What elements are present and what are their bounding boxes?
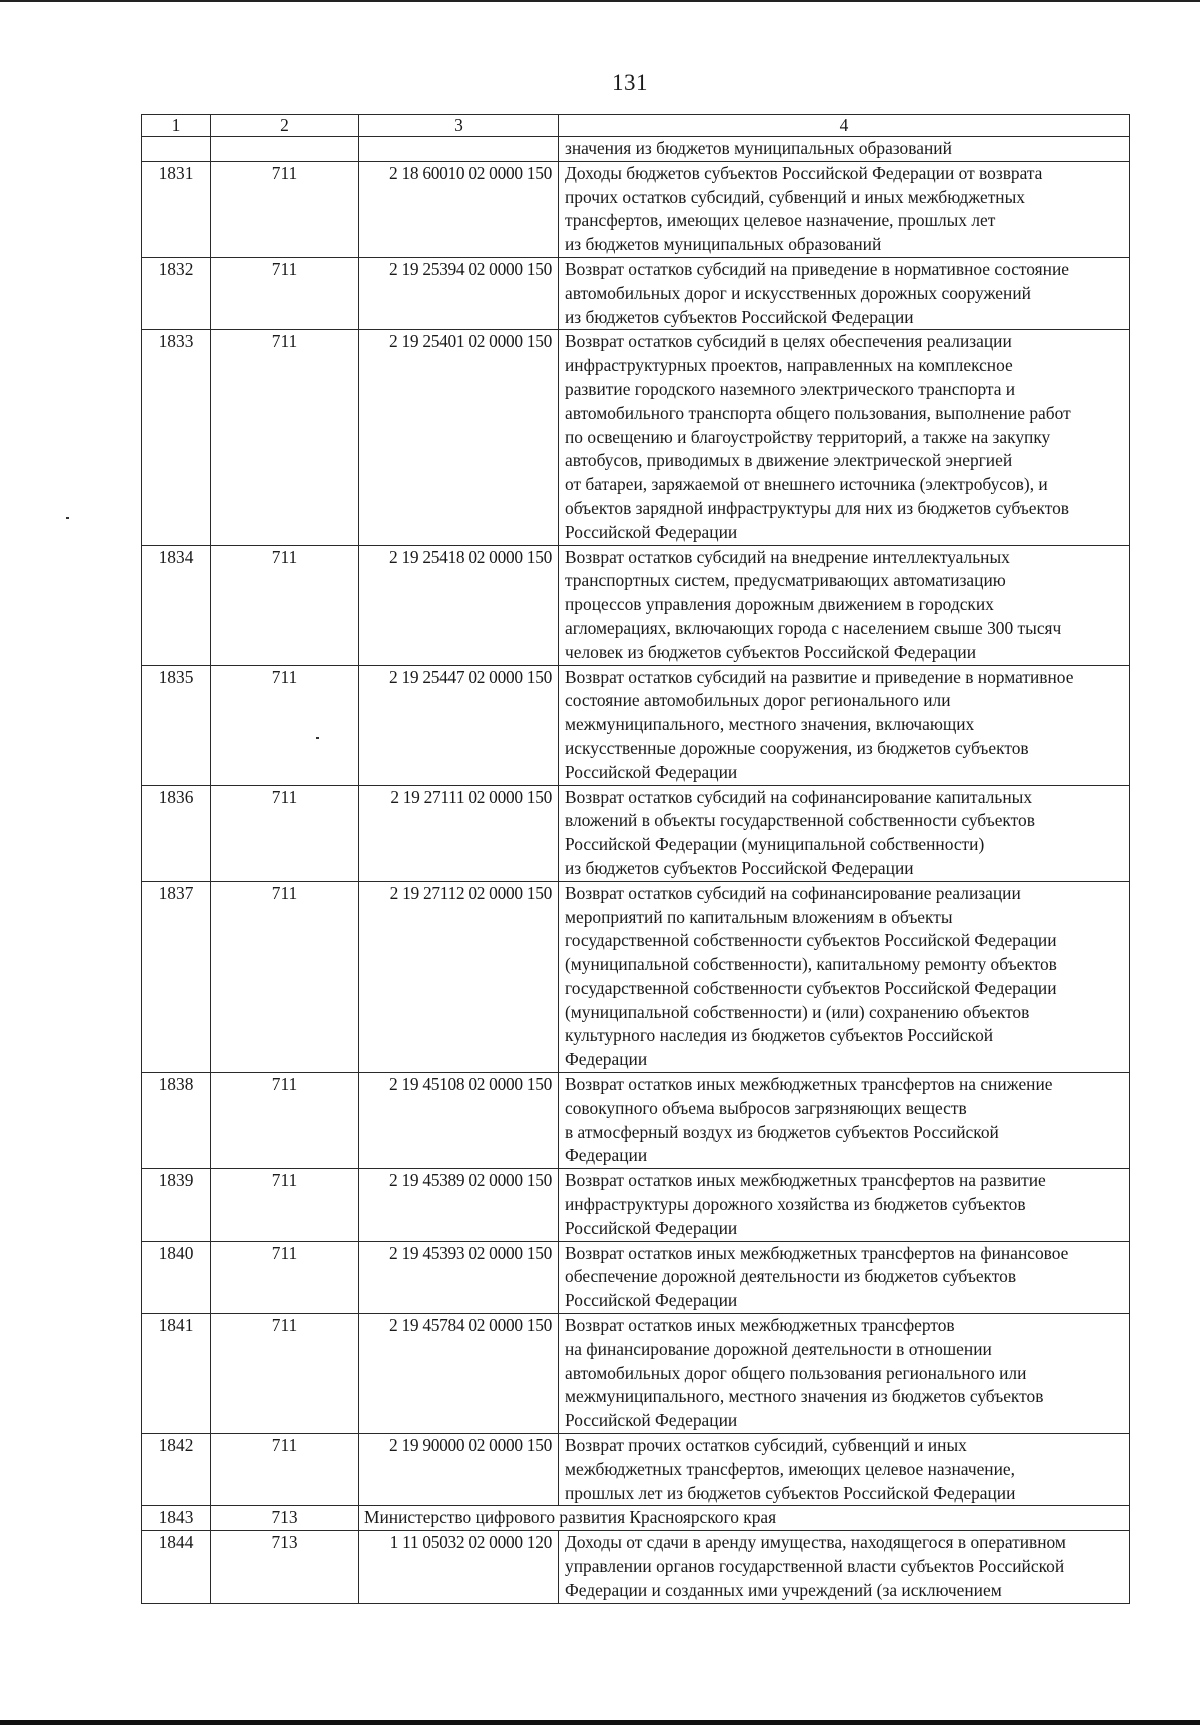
budget-classification-code-cell: 2 19 27111 02 0000 150 bbox=[359, 785, 559, 881]
admin-code-cell bbox=[211, 137, 359, 162]
budget-classification-code-cell: 2 19 25447 02 0000 150 bbox=[359, 665, 559, 785]
budget-classification-code-cell: 1 11 05032 02 0000 120 bbox=[359, 1531, 559, 1603]
admin-code-cell: 711 bbox=[211, 1169, 359, 1241]
revenue-description-cell: Возврат остатков субсидий на внедрение интеллектуальных транспортных систем, предусматривающих автоматизацию процессов управления дорожным движением в городских агломерациях, включающих города с населением свыше 300 тысяч человек из бюджетов субъектов Российской Федерации bbox=[559, 545, 1130, 665]
revenue-description-cell: Возврат остатков иных межбюджетных трансфертов на развитие инфраструктуры дорожного хозяйства из бюджетов субъектов Российской Федерации bbox=[559, 1169, 1130, 1241]
row-number-cell: 1844 bbox=[142, 1531, 211, 1603]
revenue-description-cell: Доходы от сдачи в аренду имущества, находящегося в оперативном управлении органов государственной власти субъектов Российской Федерации и созданных ими учреждений (за исключением bbox=[559, 1531, 1130, 1603]
table-row bbox=[142, 1169, 1130, 1241]
admin-code-cell: 711 bbox=[211, 1241, 359, 1313]
budget-classification-code-cell: 2 19 45784 02 0000 150 bbox=[359, 1314, 559, 1434]
table-row bbox=[142, 665, 1130, 785]
admin-code-cell: 713 bbox=[211, 1531, 359, 1603]
column-header-1: 1 bbox=[142, 115, 211, 137]
budget-classification-code-cell: 2 18 60010 02 0000 150 bbox=[359, 161, 559, 257]
table-row bbox=[142, 1241, 1130, 1313]
revenue-description-cell: Возврат остатков субсидий на софинансирование реализации мероприятий по капитальным вложениям в объекты государственной собственности субъектов Российской Федерации (муниципальной собственности), капитальному ремонту объектов государственной собственности субъектов Российской Федерации (муниципальной собственности) и (или) сохранению объектов культурного наследия из бюджетов субъектов Российской Федерации bbox=[559, 881, 1130, 1072]
table-row bbox=[142, 1434, 1130, 1506]
admin-code-cell: 713 bbox=[211, 1506, 359, 1531]
revenue-description-cell: Возврат остатков субсидий на софинансирование капитальных вложений в объекты государственной собственности субъектов Российской Федерации (муниципальной собственности) из бюджетов субъектов Российской Федерации bbox=[559, 785, 1130, 881]
revenue-description-cell: Возврат остатков субсидий на развитие и приведение в нормативное состояние автомобильных дорог регионального или межмуниципального, местного значения, включающих искусственные дорожные сооружения, из бюджетов субъектов Российской Федерации bbox=[559, 665, 1130, 785]
revenue-description-cell: Доходы бюджетов субъектов Российской Федерации от возврата прочих остатков субсидий, субвенций и иных межбюджетных трансфертов, имеющих целевое назначение, прошлых лет из бюджетов муниципальных образований bbox=[559, 161, 1130, 257]
row-number-cell: 1831 bbox=[142, 161, 211, 257]
admin-code-cell: 711 bbox=[211, 545, 359, 665]
row-number-cell: 1840 bbox=[142, 1241, 211, 1313]
table-header-row bbox=[142, 115, 1130, 137]
row-number-cell: 1835 bbox=[142, 665, 211, 785]
row-number-cell: 1836 bbox=[142, 785, 211, 881]
budget-classification-code-cell: 2 19 45389 02 0000 150 bbox=[359, 1169, 559, 1241]
budget-classification-code-cell: 2 19 27112 02 0000 150 bbox=[359, 881, 559, 1072]
table-row bbox=[142, 1531, 1130, 1603]
scan-speck bbox=[66, 517, 69, 519]
table-row bbox=[142, 1506, 1130, 1531]
admin-code-cell: 711 bbox=[211, 665, 359, 785]
table-row bbox=[142, 1073, 1130, 1169]
admin-code-cell: 711 bbox=[211, 1434, 359, 1506]
revenue-description-cell: Возврат остатков иных межбюджетных трансфертов на финансирование дорожной деятельности в отношении автомобильных дорог общего пользования регионального или межмуниципального, местного значения из бюджетов субъектов Российской Федерации bbox=[559, 1314, 1130, 1434]
ministry-name-cell: Министерство цифрового развития Красноярского края bbox=[359, 1506, 1130, 1531]
table-row bbox=[142, 785, 1130, 881]
scan-bottom-edge bbox=[0, 1720, 1200, 1725]
table-row bbox=[142, 545, 1130, 665]
revenue-description-cell: значения из бюджетов муниципальных образований bbox=[559, 137, 1130, 162]
budget-classification-code-cell: 2 19 25394 02 0000 150 bbox=[359, 257, 559, 329]
table-row bbox=[142, 330, 1130, 545]
row-number-cell: 1843 bbox=[142, 1506, 211, 1531]
budget-classification-code-cell: 2 19 90000 02 0000 150 bbox=[359, 1434, 559, 1506]
revenue-description-cell: Возврат остатков субсидий в целях обеспечения реализации инфраструктурных проектов, направленных на комплексное развитие городского наземного электрического транспорта и автомобильного транспорта общего пользования, выполнение работ по освещению и благоустройству территорий, а также на закупку автобусов, приводимых в движение электрической энергией от батареи, заряжаемой от внешнего источника (электробусов), и объектов зарядной инфраструктуры для них из бюджетов субъектов Российской Федерации bbox=[559, 330, 1130, 545]
row-number-cell: 1834 bbox=[142, 545, 211, 665]
table-row bbox=[142, 257, 1130, 329]
table-row bbox=[142, 881, 1130, 1072]
revenue-codes-table bbox=[141, 114, 1130, 1604]
row-number-cell bbox=[142, 137, 211, 162]
table-row bbox=[142, 137, 1130, 162]
row-number-cell: 1842 bbox=[142, 1434, 211, 1506]
row-number-cell: 1833 bbox=[142, 330, 211, 545]
admin-code-cell: 711 bbox=[211, 1073, 359, 1169]
column-header-4: 4 bbox=[559, 115, 1130, 137]
budget-classification-code-cell bbox=[359, 137, 559, 162]
admin-code-cell: 711 bbox=[211, 257, 359, 329]
budget-classification-code-cell: 2 19 45393 02 0000 150 bbox=[359, 1241, 559, 1313]
budget-classification-code-cell: 2 19 45108 02 0000 150 bbox=[359, 1073, 559, 1169]
column-header-3: 3 bbox=[359, 115, 559, 137]
admin-code-cell: 711 bbox=[211, 881, 359, 1072]
page-number: 131 bbox=[612, 70, 648, 95]
admin-code-cell: 711 bbox=[211, 161, 359, 257]
revenue-description-cell: Возврат остатков иных межбюджетных трансфертов на снижение совокупного объема выбросов загрязняющих веществ в атмосферный воздух из бюджетов субъектов Российской Федерации bbox=[559, 1073, 1130, 1169]
admin-code-cell: 711 bbox=[211, 1314, 359, 1434]
revenue-description-cell: Возврат прочих остатков субсидий, субвенций и иных межбюджетных трансфертов, имеющих целевое назначение, прошлых лет из бюджетов субъектов Российской Федерации bbox=[559, 1434, 1130, 1506]
row-number-cell: 1832 bbox=[142, 257, 211, 329]
revenue-description-cell: Возврат остатков субсидий на приведение в нормативное состояние автомобильных дорог и искусственных дорожных сооружений из бюджетов субъектов Российской Федерации bbox=[559, 257, 1130, 329]
table-row bbox=[142, 161, 1130, 257]
row-number-cell: 1841 bbox=[142, 1314, 211, 1434]
budget-classification-code-cell: 2 19 25401 02 0000 150 bbox=[359, 330, 559, 545]
column-header-2: 2 bbox=[211, 115, 359, 137]
admin-code-cell: 711 bbox=[211, 785, 359, 881]
budget-classification-code-cell: 2 19 25418 02 0000 150 bbox=[359, 545, 559, 665]
row-number-cell: 1839 bbox=[142, 1169, 211, 1241]
scan-top-edge bbox=[0, 0, 1200, 2]
table-row bbox=[142, 1314, 1130, 1434]
table-body bbox=[142, 115, 1130, 1604]
row-number-cell: 1838 bbox=[142, 1073, 211, 1169]
row-number-cell: 1837 bbox=[142, 881, 211, 1072]
revenue-description-cell: Возврат остатков иных межбюджетных трансфертов на финансовое обеспечение дорожной деятельности из бюджетов субъектов Российской Федерации bbox=[559, 1241, 1130, 1313]
admin-code-cell: 711 bbox=[211, 330, 359, 545]
